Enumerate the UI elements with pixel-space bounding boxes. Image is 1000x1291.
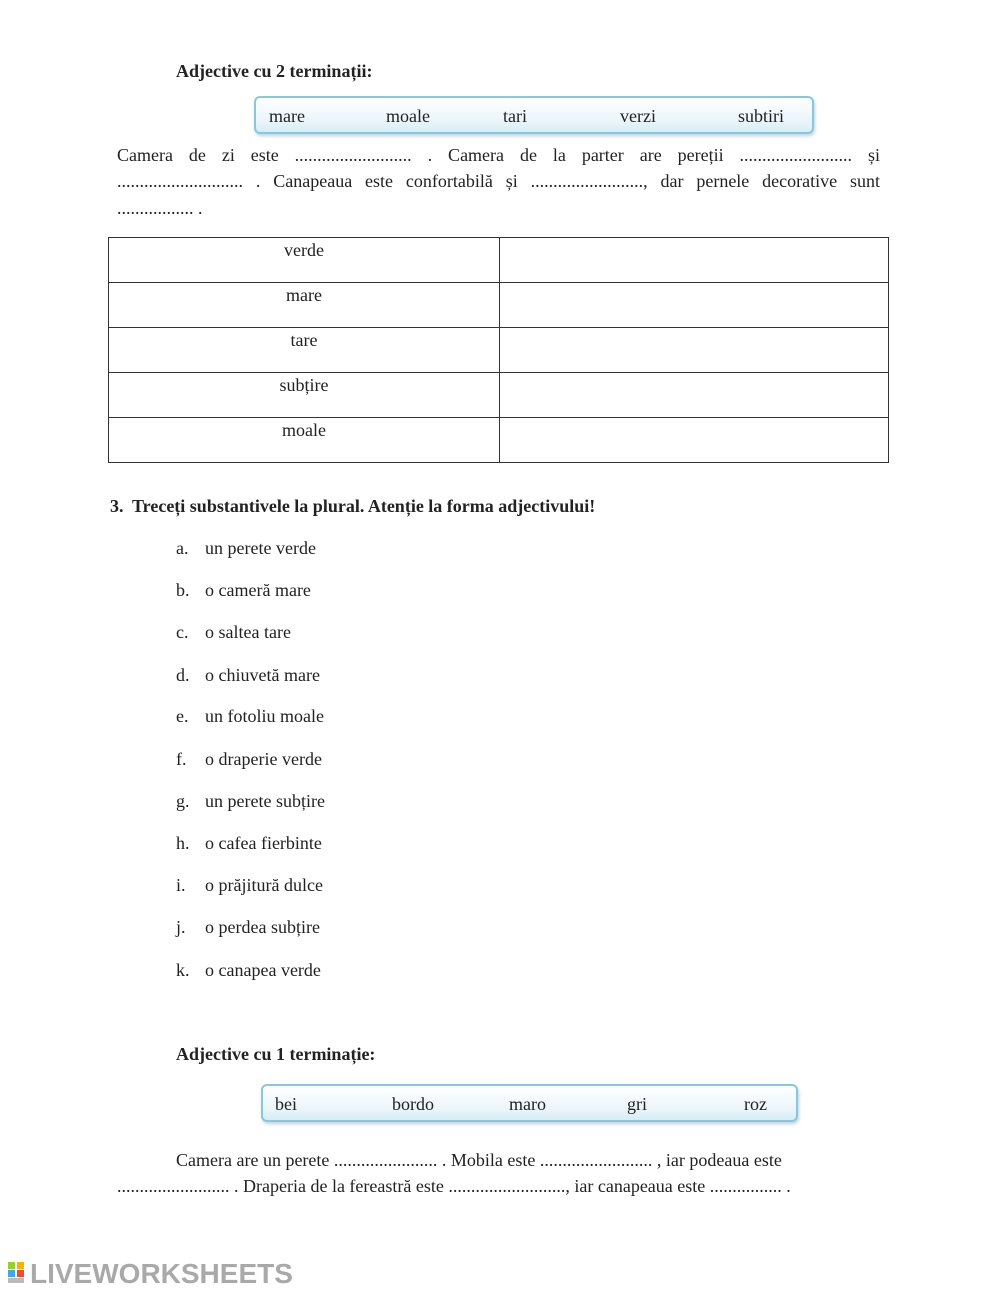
item-text: o perdea subțire [205,917,320,937]
item-letter: i. [176,875,186,895]
table-cell-answer[interactable] [500,328,889,373]
list-item [176,622,291,643]
exercise3-heading [110,496,595,517]
word-bank-item[interactable]: gri [627,1094,647,1114]
word-bank-item[interactable]: mare [269,106,305,126]
item-letter: c. [176,622,189,642]
word-bank-2 [261,1084,798,1122]
word-bank-item[interactable]: roz [744,1094,767,1114]
item-letter: f. [176,749,187,769]
fill-paragraph-1-line1: Camera de zi este .......................... . Camera de la parter are pereții ......................... și [117,145,880,165]
word-bank-item[interactable]: moale [386,106,430,126]
list-item [176,706,324,727]
exercise3-number: 3. [110,496,124,516]
table-row [109,328,889,373]
table-row [109,238,889,283]
fill-paragraph-2-line2: ......................... . Draperia de la fereastră este .........................., iar canapeaua este ................ . [117,1176,791,1196]
item-letter: g. [176,791,190,811]
item-text: o draperie verde [205,749,322,769]
list-item [176,665,320,686]
table-cell-answer[interactable] [500,418,889,463]
item-letter: h. [176,833,190,853]
table-cell-word: subțire [109,373,500,418]
table-cell-answer[interactable] [500,373,889,418]
exercise3-title: Treceți substantivele la plural. Atenție la forma adjectivului! [132,496,596,516]
table-cell-word: mare [109,283,500,328]
item-text: o chiuvetă mare [205,665,320,685]
word-bank-item[interactable]: verzi [620,106,656,126]
table-cell-word: moale [109,418,500,463]
word-bank-item[interactable]: maro [509,1094,546,1114]
item-text: o cameră mare [205,580,311,600]
item-letter: b. [176,580,190,600]
list-item [176,833,322,854]
fill-paragraph-1-line2: ............................ . Canapeaua este confortabilă și ........................., dar pernele decorative sunt [117,171,880,191]
table-row [109,418,889,463]
item-text: o saltea tare [205,622,291,642]
list-item [176,538,316,559]
adjective-table [108,237,889,463]
table-cell-word: verde [109,238,500,283]
table-row [109,283,889,328]
item-text: o canapea verde [205,960,321,980]
liveworksheets-logo-icon [8,1262,26,1284]
fill-paragraph-2-line1: Camera are un perete ....................... . Mobila este ......................... , iar podeaua este [176,1150,782,1170]
item-letter: a. [176,538,189,558]
table-cell-answer[interactable] [500,283,889,328]
word-bank-item[interactable]: subtiri [738,106,785,126]
list-item [176,917,320,938]
item-letter: k. [176,960,190,980]
section1-heading: Adjective cu 2 terminații: [176,61,373,81]
table-cell-answer[interactable] [500,238,889,283]
word-bank-item[interactable]: bei [275,1094,297,1114]
list-item [176,875,323,896]
list-item [176,960,321,981]
section2-heading: Adjective cu 1 terminație: [176,1044,376,1064]
word-bank-1 [254,96,814,134]
item-text: un perete subțire [205,791,325,811]
item-text: o cafea fierbinte [205,833,322,853]
list-item [176,749,322,770]
item-text: un fotoliu moale [205,706,324,726]
table-cell-word: tare [109,328,500,373]
item-text: o prăjitură dulce [205,875,323,895]
item-text: un perete verde [205,538,316,558]
item-letter: j. [176,917,186,937]
item-letter: e. [176,706,189,726]
word-bank-item[interactable]: tari [503,106,527,126]
list-item [176,791,325,812]
word-bank-item[interactable]: bordo [392,1094,434,1114]
table-row [109,373,889,418]
item-letter: d. [176,665,190,685]
list-item [176,580,311,601]
fill-paragraph-1-line3: ................. . [117,198,203,218]
liveworksheets-logo[interactable]: LIVEWORKSHEETS [30,1258,293,1289]
